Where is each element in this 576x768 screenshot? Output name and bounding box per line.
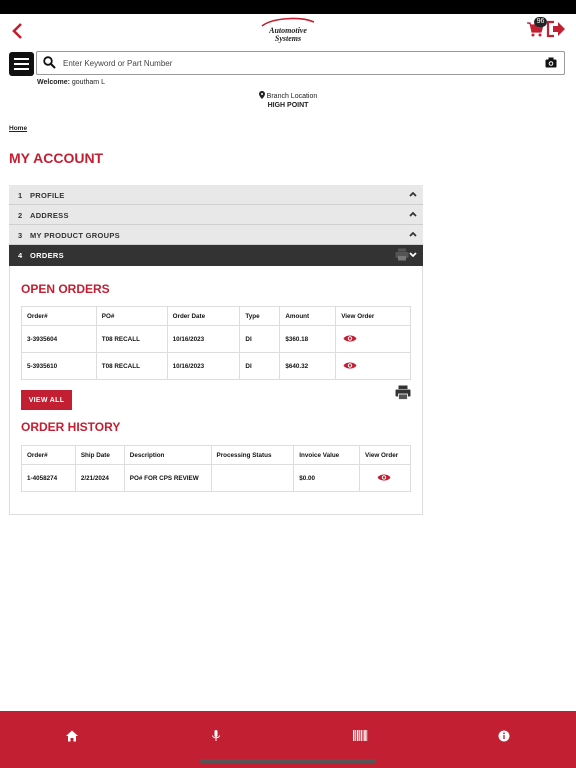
table-header-row: [22, 307, 411, 326]
po-number: T08 RECALL: [96, 353, 167, 380]
accordion-label: PROFILE: [30, 191, 65, 200]
col-order: Order#: [22, 446, 76, 465]
order-amount: $640.32: [280, 353, 336, 380]
accordion-profile[interactable]: [9, 185, 423, 205]
cart-count-badge: 96: [534, 17, 547, 27]
order-type: DI: [240, 353, 280, 380]
ship-date: 2/21/2024: [75, 465, 124, 492]
order-description: PO# FOR CPS REVIEW: [124, 465, 211, 492]
order-number[interactable]: 1-4058274: [22, 465, 76, 492]
open-orders-table: [21, 306, 411, 380]
col-view-order: View Order: [336, 307, 411, 326]
order-amount: $360.18: [280, 326, 336, 353]
accordion-label: MY PRODUCT GROUPS: [30, 231, 120, 240]
eye-icon[interactable]: [343, 361, 357, 370]
back-chevron-icon: [10, 18, 24, 44]
back-button[interactable]: [10, 18, 30, 44]
barcode-icon: [351, 727, 369, 745]
col-order-date: Order Date: [167, 307, 240, 326]
view-order-cell: [336, 326, 411, 353]
logout-button[interactable]: [546, 20, 566, 40]
user-name: goutham L: [71, 79, 105, 86]
welcome-text: [37, 79, 105, 86]
invoice-value: $0.00: [294, 465, 360, 492]
chevron-up-icon: [409, 230, 417, 238]
nav-barcode-scan[interactable]: [351, 727, 369, 745]
col-type: Type: [240, 307, 280, 326]
menu-icon-bar: [14, 68, 29, 70]
table-row: [22, 465, 411, 492]
accordion-orders[interactable]: [9, 245, 423, 266]
logout-icon: [546, 20, 566, 38]
accordion-number: 2: [18, 211, 23, 220]
chevron-up-icon: [409, 190, 417, 198]
order-type: DI: [240, 326, 280, 353]
branch-label: Branch Location: [266, 93, 318, 100]
view-order-cell: [336, 353, 411, 380]
order-date: 10/16/2023: [167, 326, 240, 353]
status-bar: [0, 0, 576, 14]
chevron-up-icon: [409, 210, 417, 218]
col-ship-date: Ship Date: [75, 446, 124, 465]
brand-logo[interactable]: [252, 17, 324, 45]
order-date: 10/16/2023: [167, 353, 240, 380]
logo-line-2: Systems: [274, 34, 302, 43]
order-number[interactable]: 5-3935610: [22, 353, 97, 380]
accordion-address[interactable]: [9, 205, 423, 225]
microphone-icon: [207, 727, 225, 745]
col-order: Order#: [22, 307, 97, 326]
table-row: [22, 326, 411, 353]
menu-icon-bar: [14, 63, 29, 65]
home-indicator: [200, 759, 376, 763]
accordion-number: 4: [18, 251, 23, 260]
accordion-label: ADDRESS: [30, 211, 69, 220]
order-history-table: [21, 445, 411, 492]
view-order-cell: [360, 465, 411, 492]
eye-icon[interactable]: [377, 473, 391, 482]
open-orders-title: OPEN ORDERS: [21, 282, 110, 296]
branch-location[interactable]: [200, 91, 376, 109]
col-view-order: View Order: [360, 446, 411, 465]
breadcrumb-home[interactable]: Home: [9, 125, 28, 132]
search-icon[interactable]: [43, 56, 56, 69]
col-invoice-value: Invoice Value: [294, 446, 360, 465]
logo-line-1: Automotive: [269, 26, 307, 35]
view-all-button[interactable]: VIEW ALL: [21, 390, 72, 410]
col-description: Description: [124, 446, 211, 465]
accordion-number: 3: [18, 231, 23, 240]
accordion-label: ORDERS: [30, 251, 64, 260]
processing-status: [211, 465, 294, 492]
col-amount: Amount: [280, 307, 336, 326]
page-title: MY ACCOUNT: [9, 150, 104, 166]
menu-icon: [14, 58, 29, 60]
table-row: [22, 353, 411, 380]
accordion-product-groups[interactable]: [9, 225, 423, 245]
branch-name: HIGH POINT: [267, 102, 309, 109]
accordion-number: 1: [18, 191, 23, 200]
col-processing-status: Processing Status: [211, 446, 294, 465]
po-number: T08 RECALL: [96, 326, 167, 353]
camera-icon[interactable]: [545, 57, 557, 68]
home-icon: [63, 727, 81, 745]
search-box: [36, 51, 565, 75]
chevron-down-icon: [409, 251, 417, 259]
nav-info[interactable]: [495, 727, 513, 745]
menu-button[interactable]: [9, 52, 34, 76]
top-bar: [0, 14, 576, 48]
table-header-row: [22, 446, 411, 465]
print-icon[interactable]: [395, 248, 409, 261]
logo-swoosh: [260, 17, 316, 27]
eye-icon[interactable]: [343, 334, 357, 343]
search-input[interactable]: [63, 54, 533, 72]
order-history-title: ORDER HISTORY: [21, 420, 121, 434]
print-icon[interactable]: [395, 385, 411, 400]
nav-voice-search[interactable]: [207, 727, 225, 745]
welcome-label: Welcome:: [37, 79, 70, 86]
location-pin-icon: [259, 91, 265, 99]
info-icon: [495, 727, 513, 745]
nav-home[interactable]: [63, 727, 81, 745]
order-number[interactable]: 3-3935604: [22, 326, 97, 353]
col-po: PO#: [96, 307, 167, 326]
